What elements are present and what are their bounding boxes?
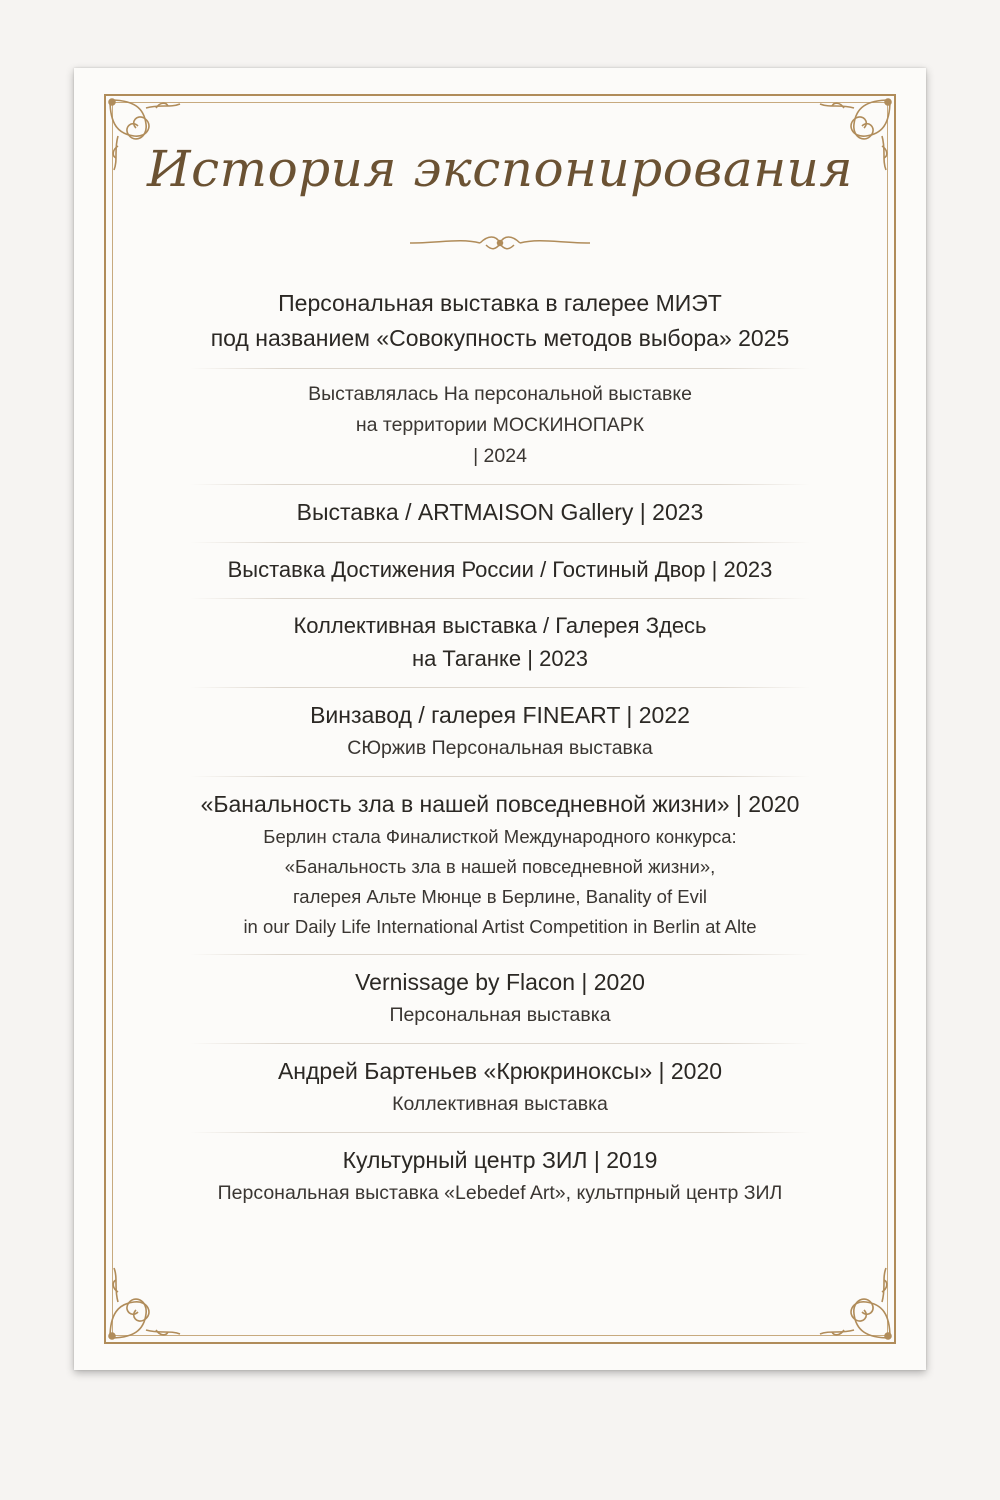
entry-detail: под названием «Совокупность методов выбора» 2025: [210, 325, 790, 351]
entry-divider: [190, 1132, 810, 1133]
exhibition-entry: [150, 284, 850, 362]
entry-divider: [190, 776, 810, 777]
entry-detail: на территории МОСКИНОПАРК: [355, 414, 645, 436]
exhibition-entry: [150, 963, 850, 1037]
page-title: История экспонирования: [147, 140, 853, 198]
corner-ornament-bottom-left-icon: [104, 1254, 194, 1344]
entry-detail: «Банальность зла в нашей повседневной жизни»,: [284, 856, 716, 877]
entry-heading: Коллективная выставка / Галерея Здесь: [293, 613, 707, 638]
entry-detail: Персональная выставка: [389, 1004, 611, 1026]
entry-heading: Андрей Бартеньев «Крюкриноксы» | 2020: [277, 1058, 723, 1084]
corner-ornament-bottom-right-icon: [806, 1254, 896, 1344]
exhibition-entry: [150, 696, 850, 770]
entry-divider: [190, 484, 810, 485]
exhibition-entry: [150, 377, 850, 478]
entry-heading: Выставка / ARTMAISON Gallery | 2023: [296, 499, 704, 525]
entry-divider: [190, 368, 810, 369]
entry-detail: СЮржив Персональная выставка: [347, 737, 653, 759]
exhibition-list: [150, 284, 850, 1215]
exhibition-entry: [150, 607, 850, 681]
exhibition-entry: [150, 1052, 850, 1126]
exhibition-entry: [150, 551, 850, 592]
entry-detail: Берлин стала Финалисткой Международного конкурса:: [263, 826, 737, 847]
entry-detail: галерея Альте Мюнце в Берлине, Banality of Evil: [292, 886, 708, 907]
entry-detail: in our Daily Life International Artist Competition in Berlin at Alte: [243, 916, 757, 937]
entry-heading: Vernissage by Flacon | 2020: [355, 969, 645, 995]
entry-heading: «Банальность зла в нашей повседневной жизни» | 2020: [200, 791, 800, 817]
entry-divider: [190, 598, 810, 599]
entry-divider: [190, 954, 810, 955]
entry-divider: [190, 542, 810, 543]
entry-detail: | 2024: [473, 445, 527, 467]
title-flourish-icon: [400, 232, 600, 254]
entry-heading: Выставлялась На персональной выставке: [308, 383, 692, 405]
entry-detail: на Таганке | 2023: [411, 646, 589, 671]
entry-detail: Персональная выставка «Lebedef Art», культпрный центр ЗИЛ: [217, 1182, 783, 1204]
entry-detail: Коллективная выставка: [392, 1093, 608, 1115]
entry-heading: Культурный центр ЗИЛ | 2019: [342, 1147, 658, 1173]
exhibition-entry: [150, 785, 850, 948]
entry-heading: Персональная выставка в галерее МИЭТ: [278, 290, 722, 316]
entry-divider: [190, 687, 810, 688]
exhibition-entry: [150, 493, 850, 536]
entry-divider: [190, 1043, 810, 1044]
entry-heading: Винзавод / галерея FINEART | 2022: [310, 702, 690, 728]
entry-heading: Выставка Достижения России / Гостиный Двор | 2023: [227, 557, 773, 582]
exhibition-entry: [150, 1141, 850, 1215]
